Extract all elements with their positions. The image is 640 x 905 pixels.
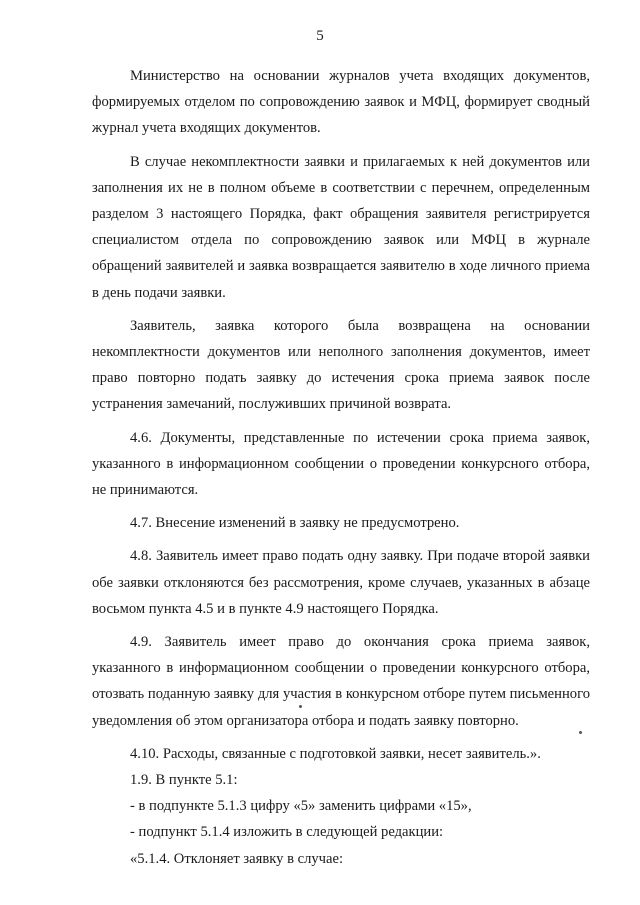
paragraph-5-1-4-quote: «5.1.4. Отклоняет заявку в случае: (130, 850, 344, 867)
paragraph-4-10: 4.10. Расходы, связанные с подготовкой заявки, несет заявитель.». (130, 745, 541, 762)
paragraph-ministry-journal: Министерство на основании журналов учета входящих документов, формируемых отделом по сопровождению заявок и МФЦ, формирует сводный журнал учета входящих документов. (92, 68, 590, 137)
paragraph-1-9: 1.9. В пункте 5.1: (130, 772, 238, 789)
paragraph-4-9: 4.9. Заявитель имеет право до окончания срока приема заявок, указанного в информационном сообщении о проведении конкурсного отбора, отозвать поданную заявку для участия в конкурсном отборе путем письменного уведомления об этом организатора отбора и подать заявку повторно. (92, 634, 590, 729)
document-body (92, 63, 590, 872)
paragraph-4-8: 4.8. Заявитель имеет право подать одну заявку. При подаче второй заявки обе заявки отклоняются без рассмотрения, кроме случаев, указанных в абзаце восьмом пункта 4.5 и в пункте 4.9 настоящего Порядка. (92, 548, 590, 617)
paragraph-5-1-3: - в подпункте 5.1.3 цифру «5» заменить цифрами «15», (130, 798, 472, 815)
paragraph-5-1-4: - подпункт 5.1.4 изложить в следующей редакции: (130, 824, 444, 841)
scan-artifact-dot (299, 705, 302, 708)
paragraph-4-6: 4.6. Документы, представленные по истечении срока приема заявок, указанного в информационном сообщении о проведении конкурсного отбора, не принимаются. (92, 429, 590, 499)
scan-artifact-dot (579, 731, 582, 734)
page-number: 5 (316, 28, 324, 44)
paragraph-incomplete-application: В случае некомплектности заявки и прилагаемых к ней документов или заполнения их не в полном объеме в соответствии с перечнем, определенным разделом 3 настоящего Порядка, факт обращения заявителя регистрируется специалистом отдела по сопровождению заявок или МФЦ в журнале обращений заявителей и заявка возвращается заявителю в ходе личного приема в день подачи заявки. (92, 153, 590, 301)
paragraph-4-7: 4.7. Внесение изменений в заявку не предусмотрено. (130, 515, 460, 532)
paragraph-resubmission-right: Заявитель, заявка которого была возвращена на основании некомплектности документов или неполного заполнения документов, имеет право повторно подать заявку до истечения срока приема заявок после устранения замечаний, послуживших причиной возврата. (92, 317, 590, 413)
